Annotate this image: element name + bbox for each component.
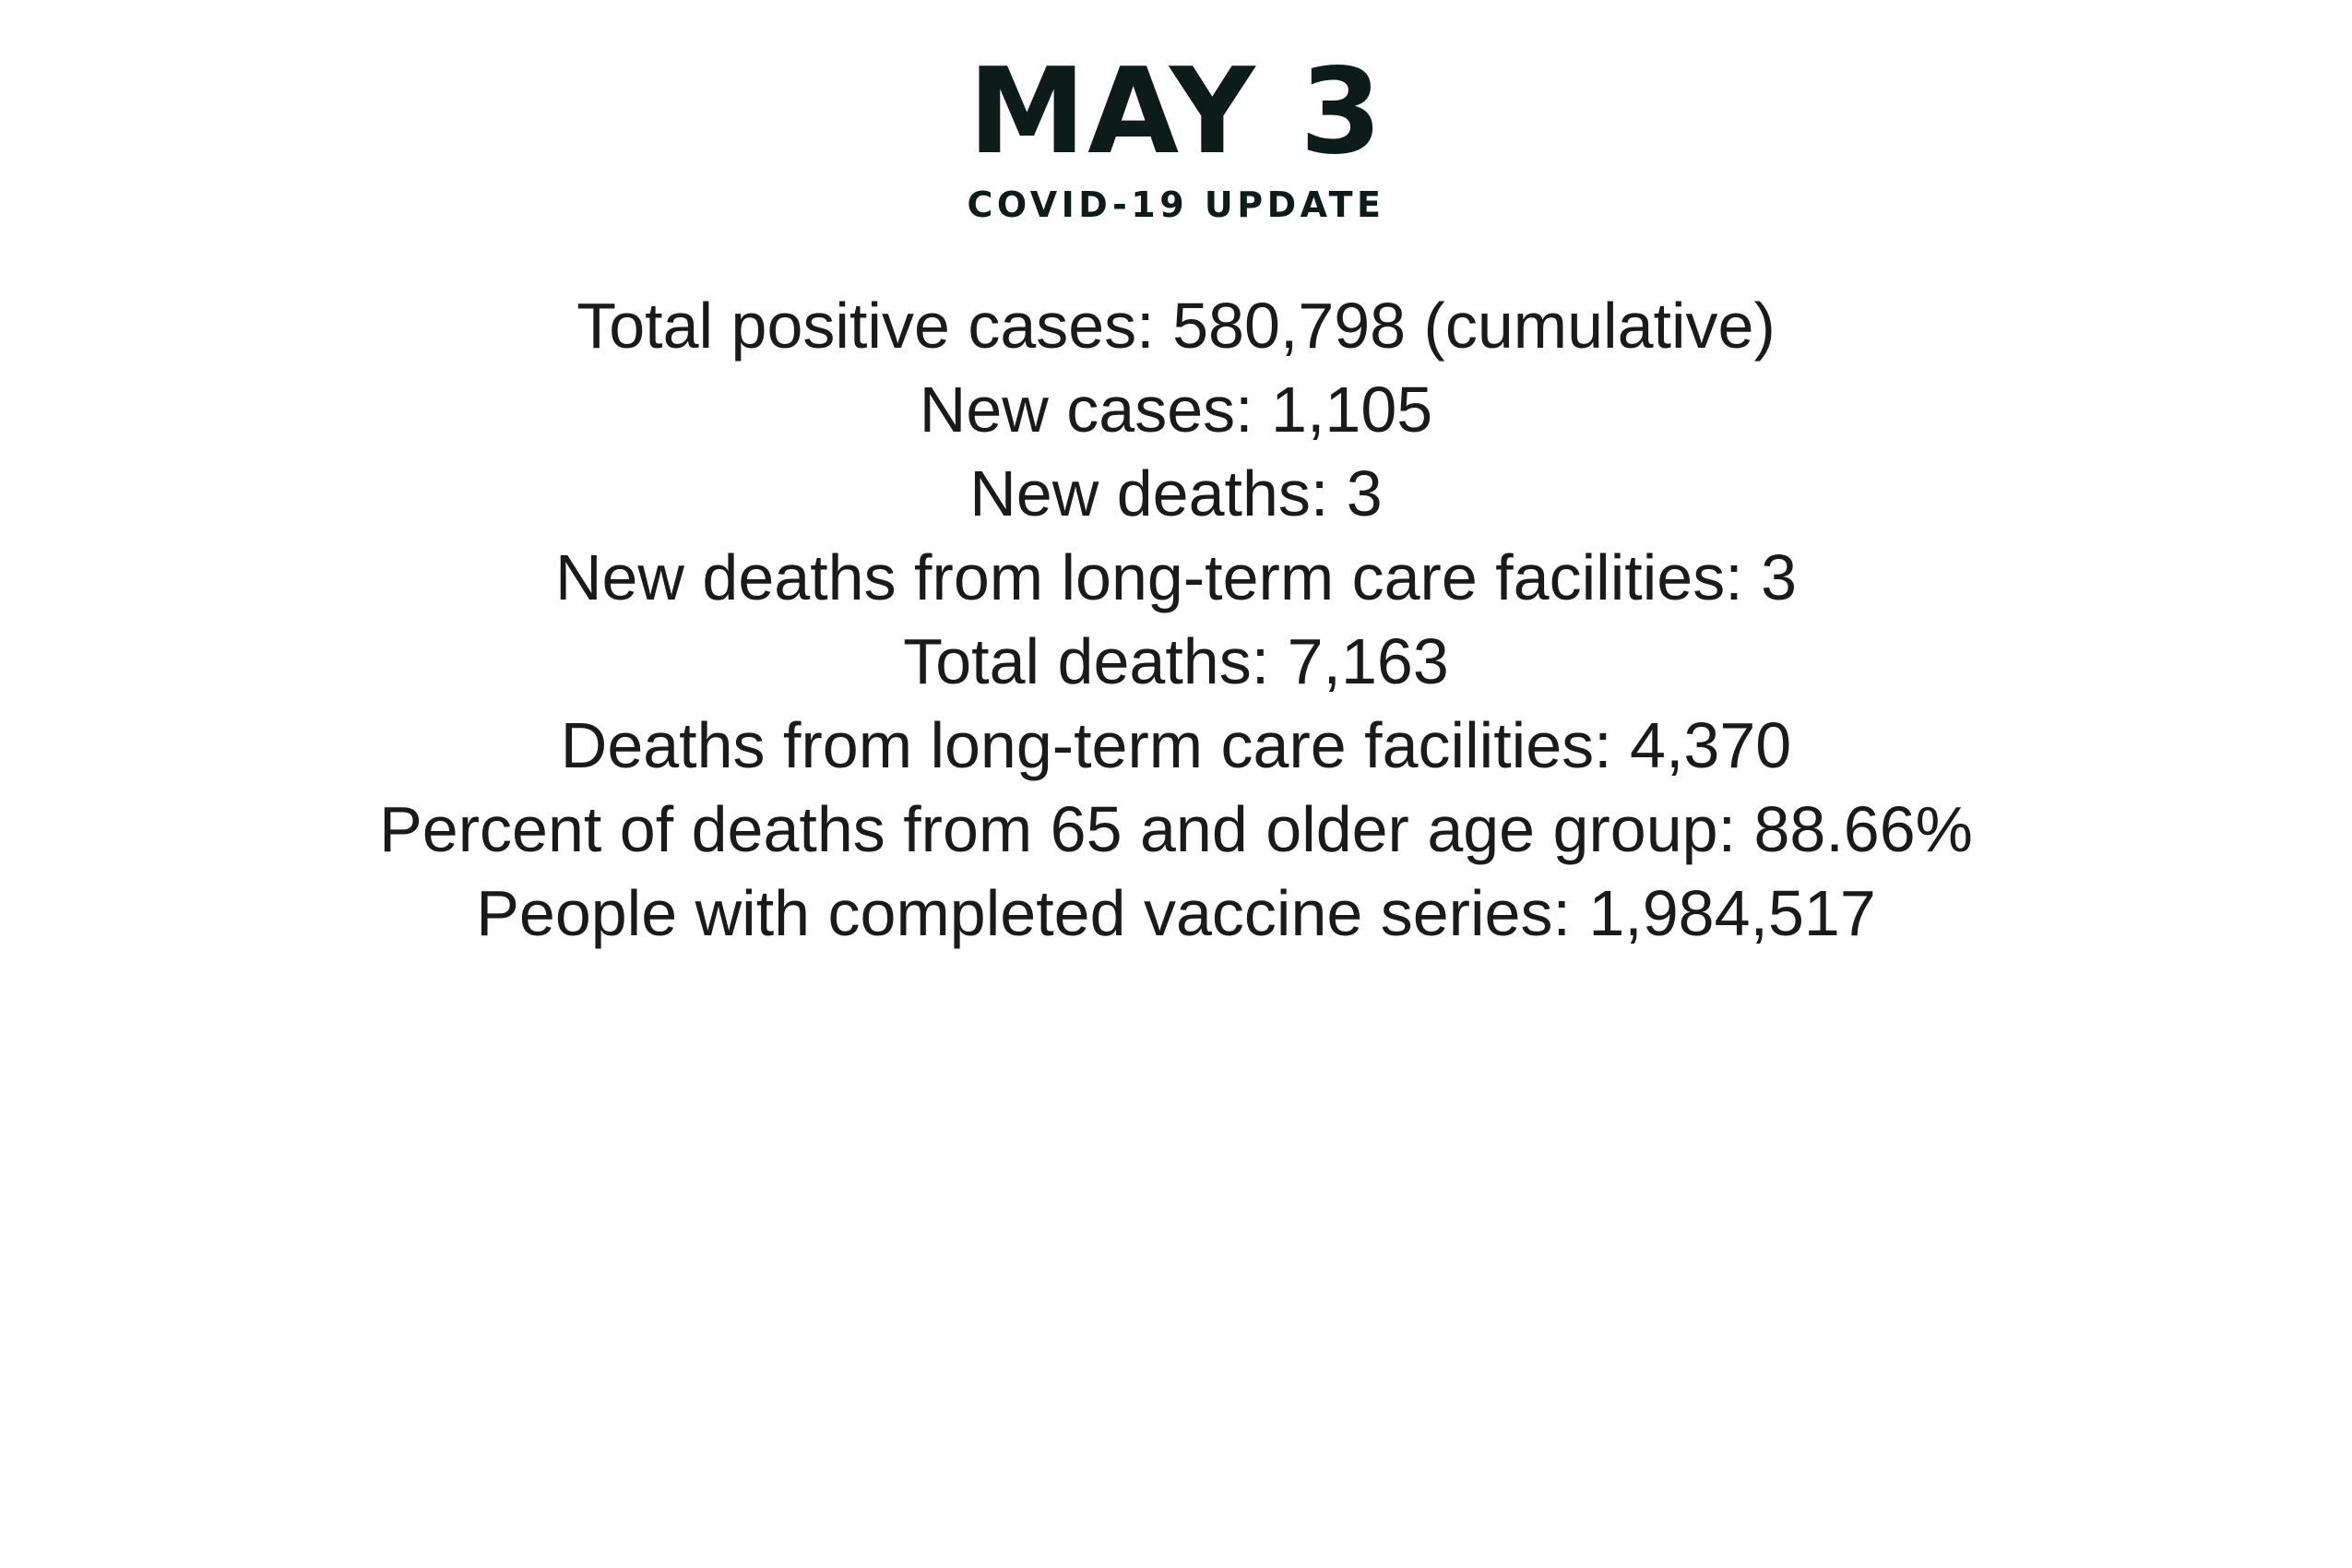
header xyxy=(967,43,1385,225)
stat-percent-deaths-65-older: Percent of deaths from 65 and older age group: 88.66% xyxy=(379,793,1973,865)
stat-deaths-ltc: Deaths from long-term care facilities: 4,370 xyxy=(560,709,1792,781)
page-title: MAY 3 xyxy=(968,43,1384,181)
stat-new-deaths: New deaths: 3 xyxy=(969,457,1383,529)
stat-completed-vaccine-series: People with completed vaccine series: 1,984,517 xyxy=(476,877,1876,949)
stat-new-deaths-ltc: New deaths from long-term care facilities: 3 xyxy=(554,541,1798,613)
stat-total-deaths: Total deaths: 7,163 xyxy=(903,625,1449,697)
stats-list xyxy=(0,284,2352,956)
stat-total-positive-cases: Total positive cases: 580,798 (cumulative) xyxy=(576,290,1776,362)
stat-new-cases: New cases: 1,105 xyxy=(919,374,1433,445)
page-subtitle: COVID-19 UPDATE xyxy=(967,184,1385,225)
